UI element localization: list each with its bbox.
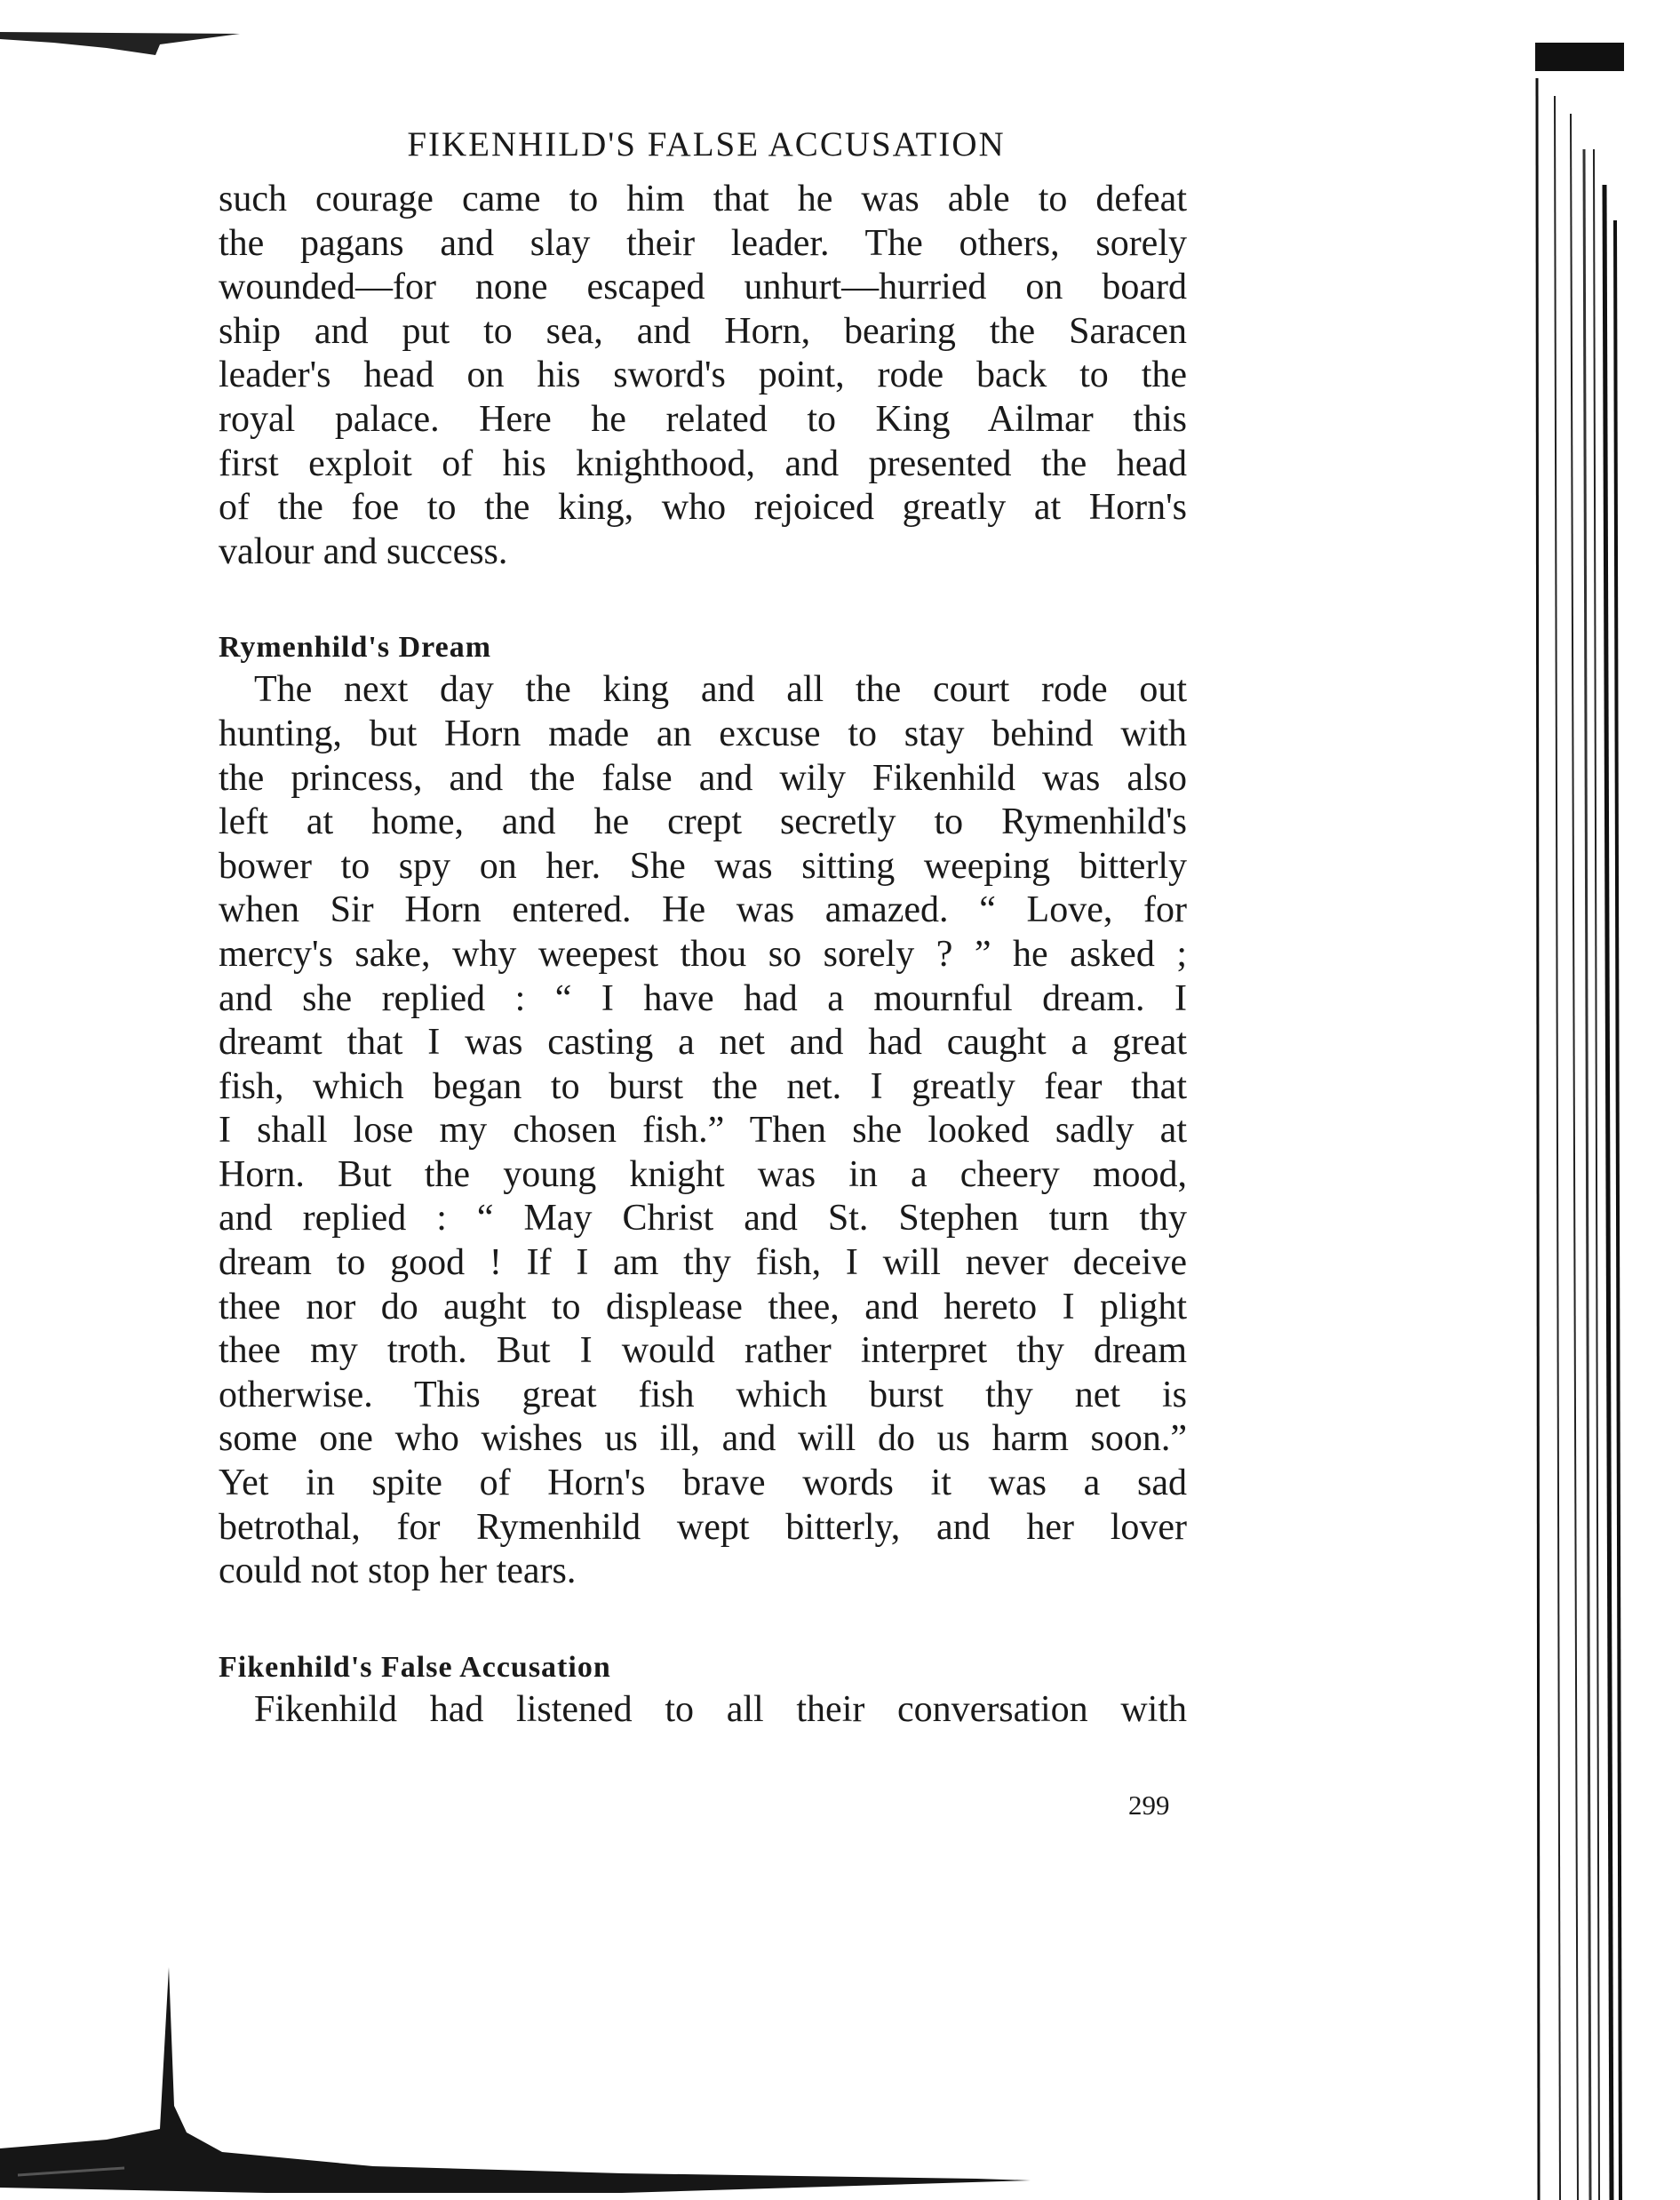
text-line: I shall lose my chosen fish.” Then she looked sadly at [219,1110,1187,1152]
text-line: first exploit of his knighthood, and presented the head [219,442,1187,484]
text-line: fish, which began to burst the net. I greatly fear that [219,1065,1187,1107]
text-line: Yet in spite of Horn's brave words it was a sad [219,1463,1187,1504]
page-number: 299 [1128,1789,1170,1821]
paragraph-3 [219,1688,1187,1733]
text-line: ship and put to sea, and Horn, bearing the Saracen [219,310,1187,352]
text-line: otherwise. This great fish which burst thy net is [219,1374,1187,1415]
scan-edge-shadow-right [1535,43,1624,2200]
text-line: leader's head on his sword's point, rode back to the [219,355,1187,396]
text-line: of the foe to the king, who rejoiced greatly at Horn's [219,487,1187,529]
text-line: wounded—for none escaped unhurt—hurried on board [219,267,1187,308]
scan-edge-shadow-bottom [0,1955,1048,2200]
text-line: bower to spy on her. She was sitting weeping bitterly [219,845,1187,887]
text-line: dream to good ! If I am thy fish, I will never deceive [219,1242,1187,1284]
text-line: hunting, but Horn made an excuse to stay behind with [219,713,1187,754]
text-line: valour and success. [219,530,508,572]
text-line: thee nor do aught to displease thee, and hereto I plight [219,1286,1187,1327]
text-line: some one who wishes us ill, and will do us harm soon.” [219,1418,1187,1460]
text-line: could not stop her tears. [219,1550,577,1592]
text-line: betrothal, for Rymenhild wept bitterly, and her lover [219,1506,1187,1548]
text-line: Horn. But the young knight was in a cheery mood, [219,1153,1187,1195]
text-line: dreamt that I was casting a net and had caught a great [219,1022,1187,1064]
section-heading: Fikenhild's False Accusation [219,1650,611,1684]
text-line: The next day the king and all the court rode out [254,669,1187,711]
text-line: the princess, and the false and wily Fikenhild was also [219,757,1187,799]
text-line: royal palace. Here he related to King Ailmar this [219,398,1187,440]
text-line: thee my troth. But I would rather interpret thy dream [219,1330,1187,1372]
section-heading: Rymenhild's Dream [219,631,492,665]
paragraph-1 [219,178,1187,574]
text-line: and she replied : “ I have had a mournful dream. I [219,977,1187,1019]
text-line: Fikenhild had listened to all their conversation with [254,1688,1187,1730]
text-line: the pagans and slay their leader. The others, sorely [219,222,1187,264]
text-line: such courage came to him that he was able to defeat [219,179,1187,219]
text-line: mercy's sake, why weepest thou so sorely ? ” he asked ; [219,933,1187,975]
running-head: FIKENHILD'S FALSE ACCUSATION [407,125,1006,163]
text-line: when Sir Horn entered. He was amazed. “ Love, for [219,889,1187,931]
scan-edge-shadow-top [0,25,249,60]
text-line: and replied : “ May Christ and St. Stephen turn thy [219,1198,1187,1239]
body-text [219,178,1187,1732]
paragraph-2 [219,668,1187,1593]
text-line: left at home, and he crept secretly to Rymenhild's [219,801,1187,843]
